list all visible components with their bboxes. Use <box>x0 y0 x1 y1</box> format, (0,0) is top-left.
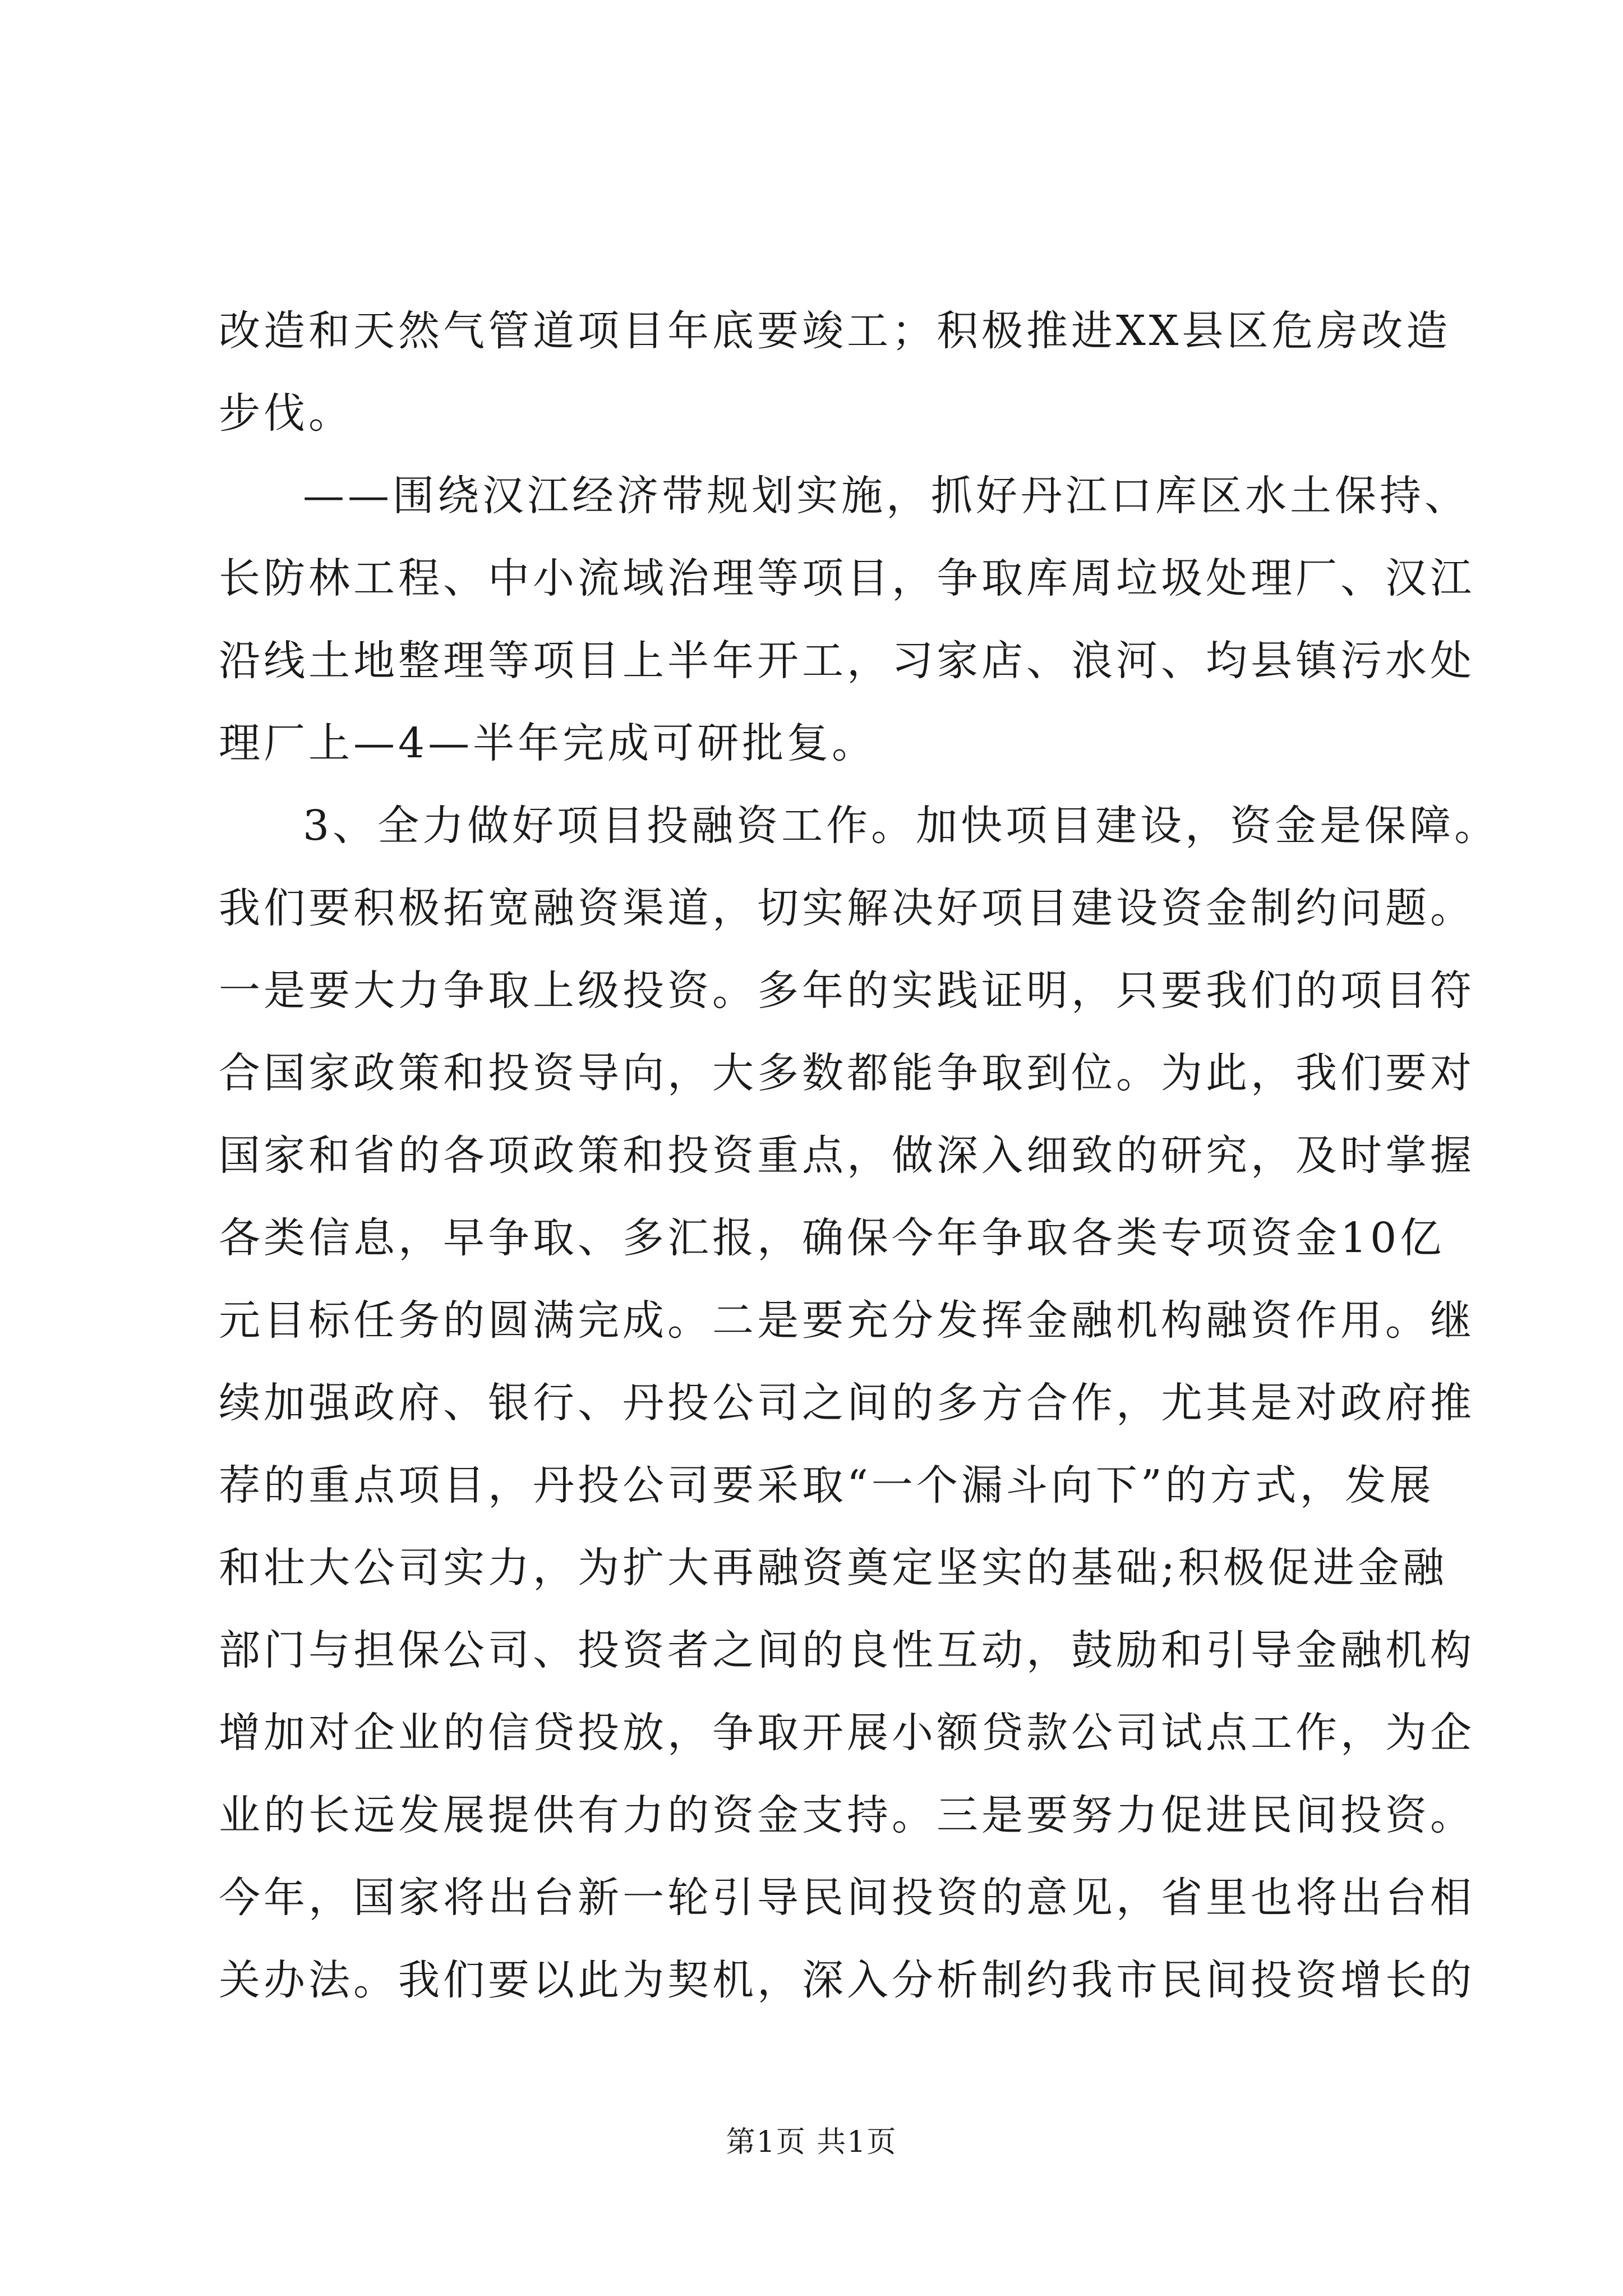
page-footer: 第1页 共1页 <box>726 2125 897 2159</box>
text-line: 和壮大公司实力，为扩大再融资奠定坚实的基础;积极促进金融 <box>219 1544 1447 1592</box>
text-line: 部门与担保公司、投资者之间的良性互动，鼓励和引导金融机构 <box>219 1626 1475 1674</box>
text-line: 元目标任务的圆满完成。二是要充分发挥金融机构融资作用。继 <box>219 1296 1475 1345</box>
text-line: 沿线土地整理等项目上半年开工，习家店、浪河、均县镇污水处 <box>219 637 1475 685</box>
text-line: 步伐。 <box>219 389 353 438</box>
text-line: 长防林工程、中小流域治理等项目，争取库周垃圾处理厂、汉江 <box>219 554 1475 602</box>
text-line: 一是要大力争取上级投资。多年的实践证明，只要我们的项目符 <box>219 967 1475 1015</box>
text-line: 业的长远发展提供有力的资金支持。三是要努力促进民间投资。 <box>219 1791 1475 1839</box>
text-line: 国家和省的各项政策和投资重点，做深入细致的研究，及时掌握 <box>219 1131 1475 1180</box>
text-line: 理厂上—4—半年完成可研批复。 <box>219 719 877 767</box>
text-line: ——围绕汉江经济带规划实施，抓好丹江口库区水土保持、 <box>303 472 1469 520</box>
text-line: 我们要积极拓宽融资渠道，切实解决好项目建设资金制约问题。 <box>219 884 1475 932</box>
text-line: 荐的重点项目，丹投公司要采取“一个漏斗向下”的方式，发展 <box>219 1461 1435 1510</box>
text-line: 续加强政府、银行、丹投公司之间的多方合作，尤其是对政府推 <box>219 1379 1475 1427</box>
text-line: 各类信息，早争取、多汇报，确保今年争取各类专项资金10亿 <box>219 1214 1445 1262</box>
text-line: 关办法。我们要以此为契机，深入分析制约我市民间投资增长的 <box>219 1956 1475 2004</box>
text-line: 合国家政策和投资导向，大多数都能争取到位。为此，我们要对 <box>219 1049 1475 1097</box>
text-line: 今年，国家将出台新一轮引导民间投资的意见，省里也将出台相 <box>219 1874 1475 1922</box>
text-line: 增加对企业的信贷投放，争取开展小额贷款公司试点工作，为企 <box>219 1709 1475 1757</box>
text-line: 改造和天然气管道项目年底要竣工；积极推进XX县区危房改造 <box>219 307 1451 355</box>
text-line: 3、全力做好项目投融资工作。加快项目建设，资金是保障。 <box>303 802 1500 850</box>
